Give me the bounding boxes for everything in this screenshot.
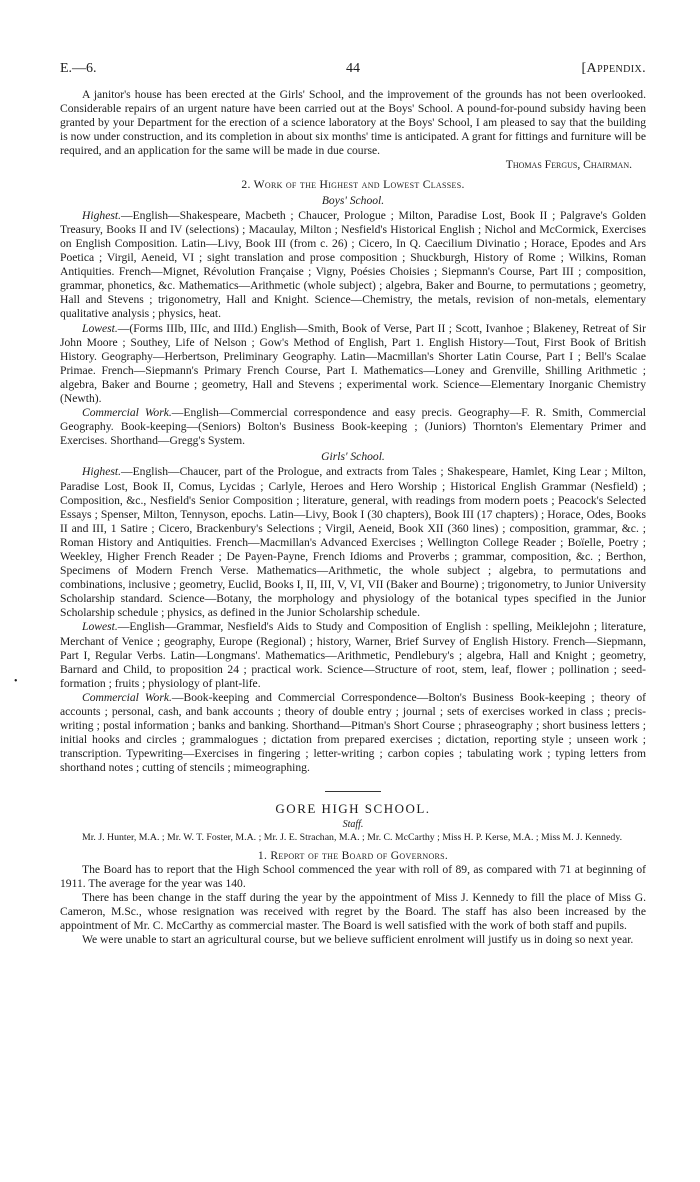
boys-highest-text: —English—Shakespeare, Macbeth ; Chaucer, Prologue ; Milton, Paradise Lost, Book II ; Palgrave's Golden Treasury, Books II and IV (selections) ; Macaulay, Milton ; Nesfield's Historical English ; Nichol and McCormick, Exercises on English Composition. Latin—Livy, Book III (from c. 26) ; Cicero, In Q. Caecilium Divinatio ; Horace, Epodes and Ars Poetica ; Virgil, Aeneid, VI ; sight translation and prose composition ; Shuckburgh, History of Rome ; Wilkins, Roman Antiquities. French—Mignet, Révolution Française ; Vigny, Poésies Choisies ; Siepmann's Course, Part III ; composition, grammar, phonetics, &c. Mathematics—Arithmetic (whole subject) ; algebra, Baker and Bourne, to permutations ; geometry, Hall and Stevens ; trigonometry, Hall and Knight. Science—Chemistry, the metals, revision of non-metals, elementary qualitative analysis ; physics, heat.	[60, 208, 646, 321]
boys-highest-label: Highest.	[82, 208, 121, 222]
girls-lowest-paragraph	[60, 620, 646, 690]
board-report-paragraph: There has been change in the staff during the year by the appointment of Miss J. Kennedy to fill the place of Miss G. Cameron, M.Sc., whose resignation was received with regret by the Board. The staff has also been increased by the appointment of Mr. C. McCarthy as commercial master. The Board is well satisfied with the work of both staff and pupils.	[60, 890, 646, 933]
boys-lowest-text: —(Forms IIIb, IIIc, and IIId.) English—Smith, Book of Verse, Part II ; Scott, Ivanhoe ; Blakeney, Retreat of Sir John Moore ; Southey, Life of Nelson ; Gow's Method of English, Part 1. English History—Tout, First Book of British History. Geography—Herbertson, Preliminary Geography. Latin—Macmillan's Shorter Latin Course, Part I ; Bell's Scalae Primae. French—Siepmann's Primary French Course, Part I. Mathematics—Loney and Grenville, Shilling Arithmetic ; algebra, Baker and Bourne ; geometry, Hall and Stevens ; experimental work. Science—Elementary Inorganic Chemistry (Newth).	[60, 321, 646, 405]
girls-commercial-paragraph	[60, 691, 646, 776]
girls-school-subheading: Girls' School.	[321, 450, 385, 464]
boys-highest-paragraph	[60, 209, 646, 322]
boys-commercial-text: —English—Commercial correspondence and easy precis. Geography—F. R. Smith, Commercial Geography. Book-keeping—(Seniors) Bolton's Business Book-keeping ; (Juniors) Thornton's Elementary Primer and Exercises. Shorthand—Gregg's System.	[60, 406, 646, 448]
girls-lowest-label: Lowest.	[82, 620, 118, 634]
margin-dot: •	[14, 676, 18, 687]
board-report-heading: 1. Report of the Board of Governors.	[257, 848, 449, 862]
boys-commercial-paragraph	[60, 406, 646, 448]
board-report-paragraph: The Board has to report that the High School commenced the year with roll of 89, as compared with 71 at beginning of 1911. The average for the year was 140.	[60, 862, 646, 890]
page-header	[60, 62, 646, 88]
girls-commercial-text: —Book-keeping and Commercial Correspondence—Bolton's Business Book-keeping ; theory of accounts ; personal, cash, and bank accounts ; theory of double entry ; journal ; sets of exercises worked in class ; precis-writing ; postal information ; banks and banking. Shorthand—Pitman's Short Course ; phraseography ; short business letters ; initial hooks and circles ; grammalogues ; dictation from prepared exercises ; dictation, reporting style ; unseen work ; transcription. Typewriting—Exercises in fingering ; letter-writing ; carbon copies ; tabulating work ; typing letters from shorthand notes ; cutting of stencils ; mimeographing.	[60, 690, 647, 775]
girls-highest-label: Highest.	[82, 465, 121, 479]
staff-label: Staff.	[342, 818, 364, 830]
board-report-paragraph: We were unable to start an agricultural course, but we believe sufficient enrolment will justify us in doing so next year.	[82, 933, 634, 947]
section-heading: 2. Work of the Highest and Lowest Classes.	[241, 177, 465, 191]
appendix-label: [Appendix.	[581, 61, 646, 76]
girls-commercial-label: Commercial Work.	[82, 690, 172, 704]
girls-lowest-text: —English—Grammar, Nesfield's Aids to Study and Composition of English : spelling, Meiklejohn ; literature, Merchant of Venice ; geography, Europe (Regional) ; history, Warner, Brief Survey of English History. French—Siepmann, Part I, Regular Verbs. Latin—Longmans'. Mathematics—Arithmetic, Pendlebury's ; algebra, Hall and Knight ; geometry, Barnard and Child, to proposition 24 ; practical work. Science—Structure of root, stem, leaf, flower ; pollination ; seed-formation ; fruits ; physiology of plant-life.	[60, 620, 646, 690]
boys-lowest-paragraph	[60, 322, 646, 407]
boys-commercial-label: Commercial Work.	[82, 406, 172, 420]
boys-school-subheading: Boys' School.	[321, 193, 385, 207]
chairman-signature: Thomas Fergus, Chairman.	[505, 158, 632, 172]
staff-list: Mr. J. Hunter, M.A. ; Mr. W. T. Foster, M.A. ; Mr. J. E. Strachan, M.A. ; Mr. C. McCarthy ; Miss H. P. Kerse, M.A. ; Miss M. J. Kennedy.	[82, 831, 623, 843]
section-divider	[325, 791, 381, 792]
girls-highest-paragraph	[60, 465, 646, 620]
report-code: E.—6.	[60, 61, 97, 76]
girls-highest-text: —English—Chaucer, part of the Prologue, and extracts from Tales ; Shakespeare, Hamlet, King Lear ; Milton, Paradise Lost, Book II, Comus, Lycidas ; Carlyle, Heroes and Hero Worship ; Historical English Grammar (Nesfield) ; Composition, &c., Nesfield's Senior Composition ; literature, general, with readings from modern poets ; Peacock's Selected Essays ; Spenser, Milton, Tennyson, epochs. Latin—Livy, Book I (30 chapters), Book III (17 chapters) ; Horace, Odes, Books II and III, 1 Satire ; Cicero, Brackenbury's Selections ; Virgil, Aeneid, Book XII (360 lines) ; composition, grammar, &c. ; Roman History and Antiquities. French—Macmillan's Advanced Exercises ; Wellington College Reader ; Boïelle, Poetry ; Weekley, Higher French Reader ; De Payen-Payne, French Idioms and Proverbs ; grammar, composition, &c. ; Berthon, Specimens of Modern French Verse. Mathematics—Arithmetic, the whole subject ; algebra, to permutations and combinations, inclusive ; geometry, Euclid, Books I, II, III, V, VI, VII (Baker and Bourne) ; trigonometry, to Junior University Scholarship standard. Science—Botany, the morphology and physiology of the botanical types specified in the Junior Scholarship schedule ; physics, as defined in the Junior Scholarship schedule.	[60, 465, 646, 620]
boys-lowest-label: Lowest.	[82, 321, 118, 335]
intro-paragraph: A janitor's house has been erected at the Girls' School, and the improvement of the grounds has not been overlooked. Considerable repairs of an urgent nature have been carried out at the Boys' School. A pound-for-pound subsidy having been granted by your Department for the erection of a science laboratory at the Boys' School, I am pleased to say that the building is now under construction, and its completion in about six months' time is anticipated. A grant for fittings and furniture will be required, and an application for the same will be made in due course.	[60, 88, 646, 158]
gore-school-title: GORE HIGH SCHOOL.	[275, 800, 431, 816]
page-number: 44	[346, 61, 360, 76]
